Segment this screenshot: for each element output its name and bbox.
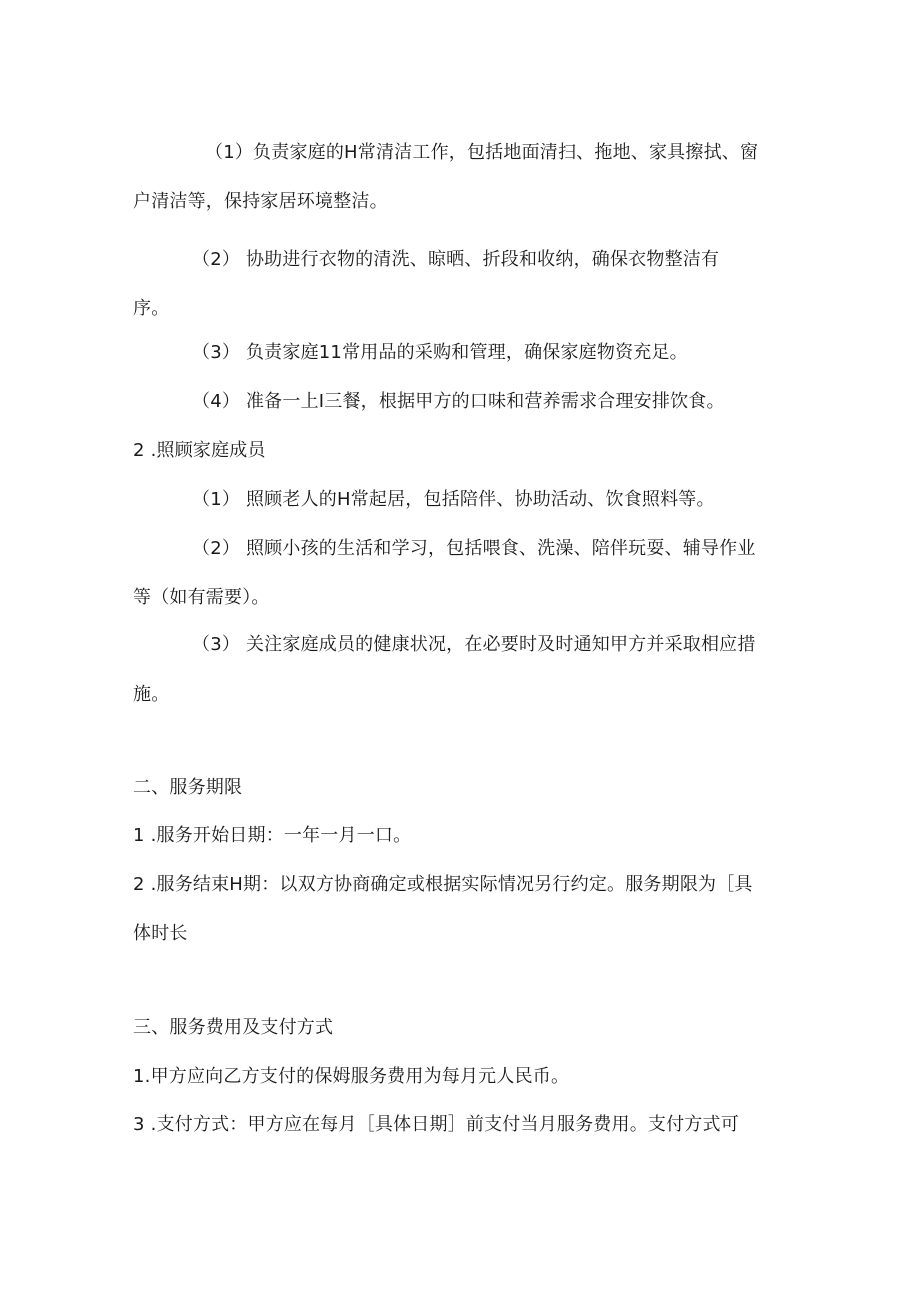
paragraph-line: 体时长 [133,923,188,944]
paragraph-line: （3） 负责家庭11常用品的采购和管理，确保家庭物资充足。 [192,342,688,363]
paragraph-line: 1.甲方应向乙方支付的保姆服务费用为每月元人民币。 [133,1066,570,1087]
paragraph-line: 施。 [133,684,170,705]
paragraph-line: （1） 照顾老人的H常起居，包括陪伴、协助活动、饮食照料等。 [192,489,715,510]
paragraph-line: （4） 准备一上I三餐，根据甲方的口味和营养需求合理安排饮食。 [192,391,725,412]
paragraph-line: 2 .服务结束H期：以双方协商确定或根据实际情况另行约定。服务期限为［具 [133,874,753,895]
paragraph-line: （2） 协助进行衣物的清洗、晾晒、折段和收纳，确保衣物整洁有 [192,249,720,270]
paragraph-line: 1 .服务开始日期：一年一月一口。 [133,825,412,846]
section-heading: 2 .照顾家庭成员 [133,440,266,461]
paragraph-line: 户清洁等，保持家居环境整洁。 [133,191,388,212]
section-heading: 二、服务期限 [133,777,243,798]
paragraph-line: 序。 [133,298,170,319]
paragraph-line: 3 .支付方式：甲方应在每月［具体日期］前支付当月服务费用。支付方式可 [133,1114,739,1135]
section-heading: 三、服务费用及支付方式 [133,1017,334,1038]
paragraph-line: （2） 照顾小孩的生活和学习，包括喂食、洗澡、陪伴玩耍、辅导作业 [192,538,756,559]
paragraph-line: （1）负责家庭的H常清洁工作，包括地面清扫、拖地、家具擦拭、窗 [205,142,759,163]
paragraph-line: （3） 关注家庭成员的健康状况，在必要时及时通知甲方并采取相应措 [192,634,756,655]
paragraph-line: 等（如有需要）。 [133,587,270,608]
